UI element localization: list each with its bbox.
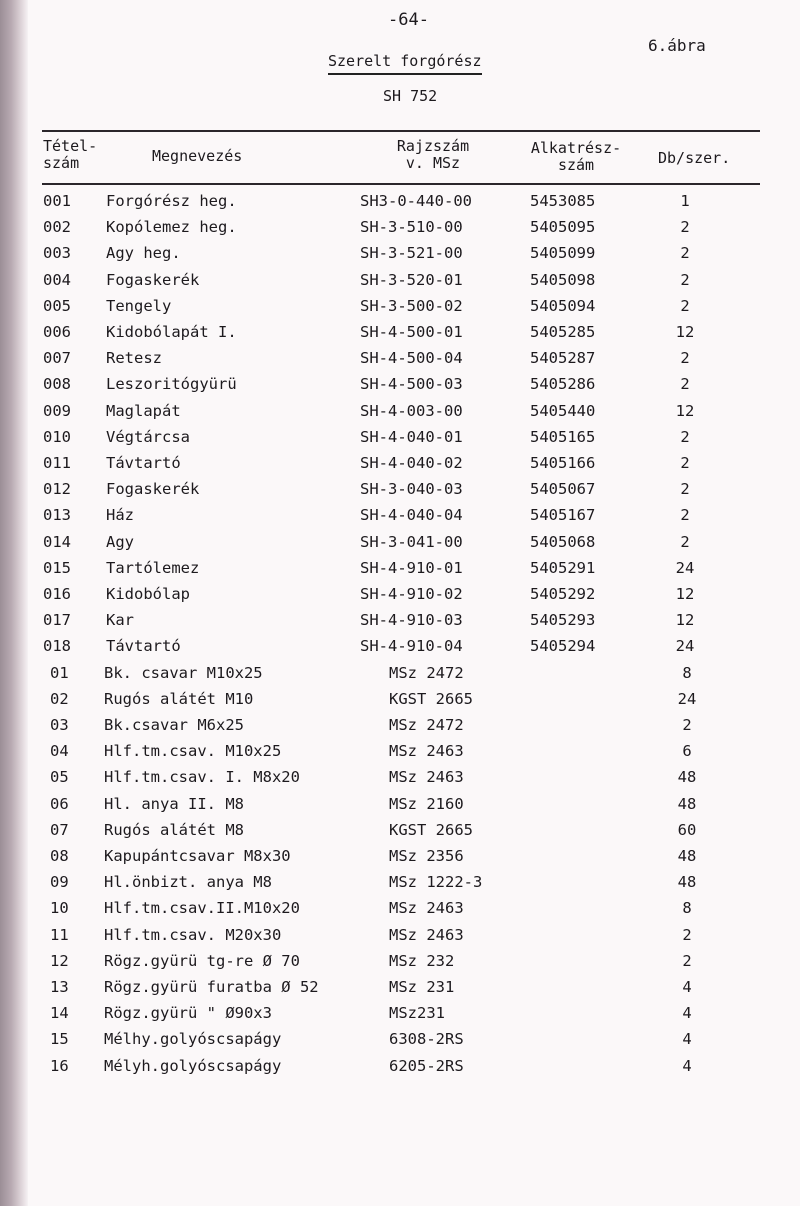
row-item-number: 13 — [50, 978, 69, 996]
row-drawing-number: MSz 2463 — [389, 742, 464, 761]
row-drawing-number: MSz 2463 — [389, 768, 464, 787]
row-part-number: 5405166 — [530, 454, 596, 472]
row-item-number: 008 — [43, 375, 71, 394]
row-part-number: 5405287 — [530, 349, 596, 368]
row-name: Hlf.tm.csav.II.M10x20 — [104, 899, 300, 918]
header-part-number — [518, 140, 634, 174]
row-name: Mélyh.golyóscsapágy — [104, 1056, 282, 1075]
row-item-number: 08 — [50, 847, 69, 865]
page-number: -64- — [388, 10, 429, 30]
row-name: Rugós alátét M8 — [104, 820, 244, 839]
row-drawing-number: SH-3-041-00 — [360, 532, 463, 551]
row-drawing-number: MSz 231 — [389, 978, 455, 996]
row-quantity: 60 — [677, 820, 697, 839]
row-quantity: 8 — [682, 663, 692, 682]
row-part-number: 5405165 — [530, 427, 596, 446]
table-row — [0, 795, 800, 821]
row-quantity: 4 — [682, 1004, 692, 1023]
table-row — [0, 847, 800, 873]
row-name: Forgórész heg. — [106, 192, 237, 210]
row-name: Maglapát — [106, 401, 181, 420]
row-drawing-number: SH-4-910-01 — [360, 558, 463, 577]
row-drawing-number: KGST 2665 — [389, 820, 473, 839]
table-row — [0, 821, 800, 847]
header-name: Megnevezés — [152, 147, 243, 165]
table-row — [0, 716, 800, 742]
row-name: Tengely — [106, 296, 172, 315]
header-drawing-number — [383, 138, 483, 172]
row-quantity: 2 — [682, 716, 692, 734]
row-item-number: 012 — [43, 480, 71, 499]
row-drawing-number: SH-4-040-01 — [360, 427, 463, 446]
row-name: Hl. anya II. M8 — [104, 794, 244, 813]
row-item-number: 06 — [50, 794, 69, 813]
row-quantity: 2 — [680, 270, 690, 289]
row-part-number: 5405068 — [530, 532, 596, 551]
row-name: Rögz.gyürü " Ø90x3 — [104, 1004, 272, 1023]
row-item-number: 004 — [43, 270, 71, 289]
row-quantity: 48 — [677, 873, 697, 892]
row-name: Távtartó — [106, 454, 181, 472]
row-name: Hlf.tm.csav. I. M8x20 — [104, 768, 300, 787]
row-quantity: 24 — [675, 637, 695, 656]
row-item-number: 01 — [50, 663, 69, 682]
row-drawing-number: MSz 2463 — [389, 899, 464, 918]
table-row — [0, 428, 800, 454]
row-part-number: 5405292 — [530, 585, 596, 603]
table-row — [0, 244, 800, 270]
header-part-line1: Alkatrész- — [530, 139, 622, 157]
row-quantity: 12 — [675, 611, 695, 630]
row-drawing-number: SH-3-040-03 — [360, 480, 463, 499]
row-part-number: 5405167 — [530, 506, 596, 525]
row-quantity: 2 — [680, 427, 690, 446]
row-quantity: 12 — [675, 585, 695, 603]
row-quantity: 2 — [680, 480, 690, 499]
table-row — [0, 1057, 800, 1083]
table-row — [0, 1004, 800, 1030]
table-row — [0, 611, 800, 637]
row-drawing-number: SH-4-500-04 — [360, 349, 463, 368]
row-drawing-number: MSz 2160 — [389, 794, 464, 813]
row-part-number: 5405294 — [530, 637, 596, 656]
row-quantity: 8 — [682, 899, 692, 918]
table-row — [0, 402, 800, 428]
table-row — [0, 899, 800, 925]
row-name: Tartólemez — [106, 558, 200, 577]
table-row — [0, 873, 800, 899]
table-top-rule — [42, 130, 760, 132]
row-name: Fogaskerék — [106, 270, 200, 289]
row-quantity: 6 — [682, 742, 692, 761]
row-name: Retesz — [106, 349, 162, 368]
header-item-line1: Tétel- — [43, 137, 98, 155]
table-row — [0, 664, 800, 690]
row-item-number: 09 — [50, 873, 69, 892]
table-row — [0, 637, 800, 663]
row-quantity: 4 — [682, 1056, 692, 1075]
row-drawing-number: SH-3-521-00 — [360, 244, 463, 263]
table-row — [0, 952, 800, 978]
table-row — [0, 768, 800, 794]
row-item-number: 05 — [50, 768, 69, 787]
row-item-number: 02 — [50, 689, 69, 708]
row-drawing-number: SH-4-910-03 — [360, 611, 463, 630]
row-item-number: 14 — [50, 1004, 69, 1023]
row-name: Bk. csavar M10x25 — [104, 663, 263, 682]
row-drawing-number: 6308-2RS — [389, 1030, 464, 1049]
table-row — [0, 926, 800, 952]
row-name: Hl.önbizt. anya M8 — [104, 873, 272, 892]
row-name: Kidobólap — [106, 585, 190, 603]
row-name: Rugós alátét M10 — [104, 689, 254, 708]
row-part-number: 5405095 — [530, 218, 596, 237]
table-row — [0, 218, 800, 244]
row-item-number: 11 — [50, 925, 69, 944]
row-item-number: 016 — [43, 585, 71, 603]
row-item-number: 010 — [43, 427, 71, 446]
table-row — [0, 271, 800, 297]
row-drawing-number: SH-4-910-02 — [360, 585, 463, 603]
table-row — [0, 690, 800, 716]
row-item-number: 013 — [43, 506, 71, 525]
row-quantity: 24 — [675, 558, 695, 577]
header-drawing-line2: v. MSz — [405, 154, 461, 172]
table-row — [0, 297, 800, 323]
table-row — [0, 506, 800, 532]
row-name: Kar — [106, 611, 134, 630]
row-quantity: 2 — [680, 296, 690, 315]
row-drawing-number: 6205-2RS — [389, 1056, 464, 1075]
row-name: Kapupántcsavar M8x30 — [104, 847, 291, 865]
row-item-number: 12 — [50, 951, 69, 970]
row-name: Távtartó — [106, 637, 181, 656]
row-name: Rögz.gyürü furatba Ø 52 — [104, 978, 319, 996]
table-row — [0, 192, 800, 218]
row-part-number: 5405293 — [530, 611, 596, 630]
row-part-number: 5405067 — [530, 480, 596, 499]
row-drawing-number: SH3-0-440-00 — [360, 192, 472, 210]
page-subtitle: SH 752 — [383, 87, 438, 105]
row-name: Leszoritógyürü — [106, 375, 237, 394]
row-quantity: 2 — [680, 218, 690, 237]
row-part-number: 5405094 — [530, 296, 596, 315]
row-quantity: 48 — [677, 768, 697, 787]
row-name: Végtárcsa — [106, 427, 190, 446]
header-item-number — [43, 138, 97, 172]
row-part-number: 5405440 — [530, 401, 596, 420]
row-item-number: 002 — [43, 218, 71, 237]
row-drawing-number: KGST 2665 — [389, 689, 473, 708]
table-row — [0, 978, 800, 1004]
row-quantity: 24 — [677, 689, 697, 708]
row-name: Agy heg. — [106, 244, 181, 263]
row-part-number: 5405098 — [530, 270, 596, 289]
row-quantity: 2 — [680, 532, 690, 551]
row-quantity: 48 — [677, 847, 697, 865]
row-quantity: 2 — [680, 454, 690, 472]
table-row — [0, 375, 800, 401]
row-item-number: 011 — [43, 454, 71, 472]
row-part-number: 5405099 — [530, 244, 596, 263]
row-item-number: 017 — [43, 611, 71, 630]
row-item-number: 005 — [43, 296, 71, 315]
row-item-number: 04 — [50, 742, 69, 761]
row-drawing-number: SH-4-040-02 — [360, 454, 463, 472]
row-part-number: 5405291 — [530, 558, 596, 577]
row-drawing-number: MSz 2356 — [389, 847, 464, 865]
row-quantity: 2 — [680, 244, 690, 263]
row-part-number: 5405285 — [530, 323, 596, 341]
row-drawing-number: SH-3-500-02 — [360, 296, 463, 315]
row-name: Agy — [106, 532, 134, 551]
row-item-number: 018 — [43, 637, 71, 656]
row-drawing-number: SH-3-510-00 — [360, 218, 463, 237]
row-drawing-number: MSz 1222-3 — [389, 873, 483, 892]
row-quantity: 2 — [682, 951, 692, 970]
row-quantity: 2 — [680, 349, 690, 368]
row-item-number: 007 — [43, 349, 71, 368]
row-drawing-number: MSz 232 — [389, 951, 455, 970]
row-part-number: 5453085 — [530, 192, 596, 210]
row-item-number: 006 — [43, 323, 71, 341]
row-name: Ház — [106, 506, 134, 525]
row-quantity: 4 — [682, 978, 692, 996]
row-quantity: 12 — [675, 401, 695, 420]
row-name: Mélhy.golyóscsapágy — [104, 1030, 282, 1049]
row-drawing-number: SH-4-003-00 — [360, 401, 463, 420]
header-quantity: Db/szer. — [658, 149, 731, 167]
table-row — [0, 585, 800, 611]
header-item-line2: szám — [43, 154, 80, 172]
row-quantity: 2 — [680, 506, 690, 525]
header-drawing-line1: Rajzszám — [396, 137, 470, 155]
row-drawing-number: SH-3-520-01 — [360, 270, 463, 289]
row-item-number: 001 — [43, 192, 71, 210]
table-row — [0, 742, 800, 768]
table-header-rule — [42, 183, 760, 185]
row-drawing-number: MSz 2472 — [389, 716, 464, 734]
row-drawing-number: MSz 2472 — [389, 663, 464, 682]
row-item-number: 03 — [50, 716, 69, 734]
figure-reference: 6.ábra — [648, 36, 706, 55]
table-row — [0, 533, 800, 559]
row-drawing-number: MSz 2463 — [389, 925, 464, 944]
table-row — [0, 1030, 800, 1056]
row-name: Kopólemez heg. — [106, 218, 237, 237]
row-name: Hlf.tm.csav. M10x25 — [104, 742, 282, 761]
row-quantity: 4 — [682, 1030, 692, 1049]
table-row — [0, 323, 800, 349]
row-drawing-number: SH-4-910-04 — [360, 637, 463, 656]
row-name: Fogaskerék — [106, 480, 200, 499]
row-quantity: 2 — [682, 925, 692, 944]
row-quantity: 12 — [675, 323, 695, 341]
row-name: Kidobólapát I. — [106, 323, 237, 341]
row-item-number: 015 — [43, 558, 71, 577]
header-part-line2: szám — [557, 156, 595, 174]
row-name: Bk.csavar M6x25 — [104, 716, 244, 734]
row-drawing-number: SH-4-040-04 — [360, 506, 463, 525]
row-item-number: 10 — [50, 899, 69, 918]
row-item-number: 07 — [50, 820, 69, 839]
row-quantity: 1 — [680, 192, 690, 210]
row-name: Rögz.gyürü tg-re Ø 70 — [104, 951, 300, 970]
table-row — [0, 454, 800, 480]
row-quantity: 48 — [677, 794, 697, 813]
row-item-number: 16 — [50, 1056, 69, 1075]
row-drawing-number: SH-4-500-01 — [360, 323, 463, 341]
row-name: Hlf.tm.csav. M20x30 — [104, 925, 282, 944]
row-quantity: 2 — [680, 375, 690, 394]
row-part-number: 5405286 — [530, 375, 596, 394]
row-item-number: 003 — [43, 244, 71, 263]
row-drawing-number: MSz231 — [389, 1004, 445, 1023]
row-item-number: 009 — [43, 401, 71, 420]
table-row — [0, 349, 800, 375]
row-item-number: 15 — [50, 1030, 69, 1049]
row-drawing-number: SH-4-500-03 — [360, 375, 463, 394]
table-row — [0, 480, 800, 506]
table-row — [0, 559, 800, 585]
row-item-number: 014 — [43, 532, 71, 551]
page-title: Szerelt forgórész — [328, 52, 482, 75]
